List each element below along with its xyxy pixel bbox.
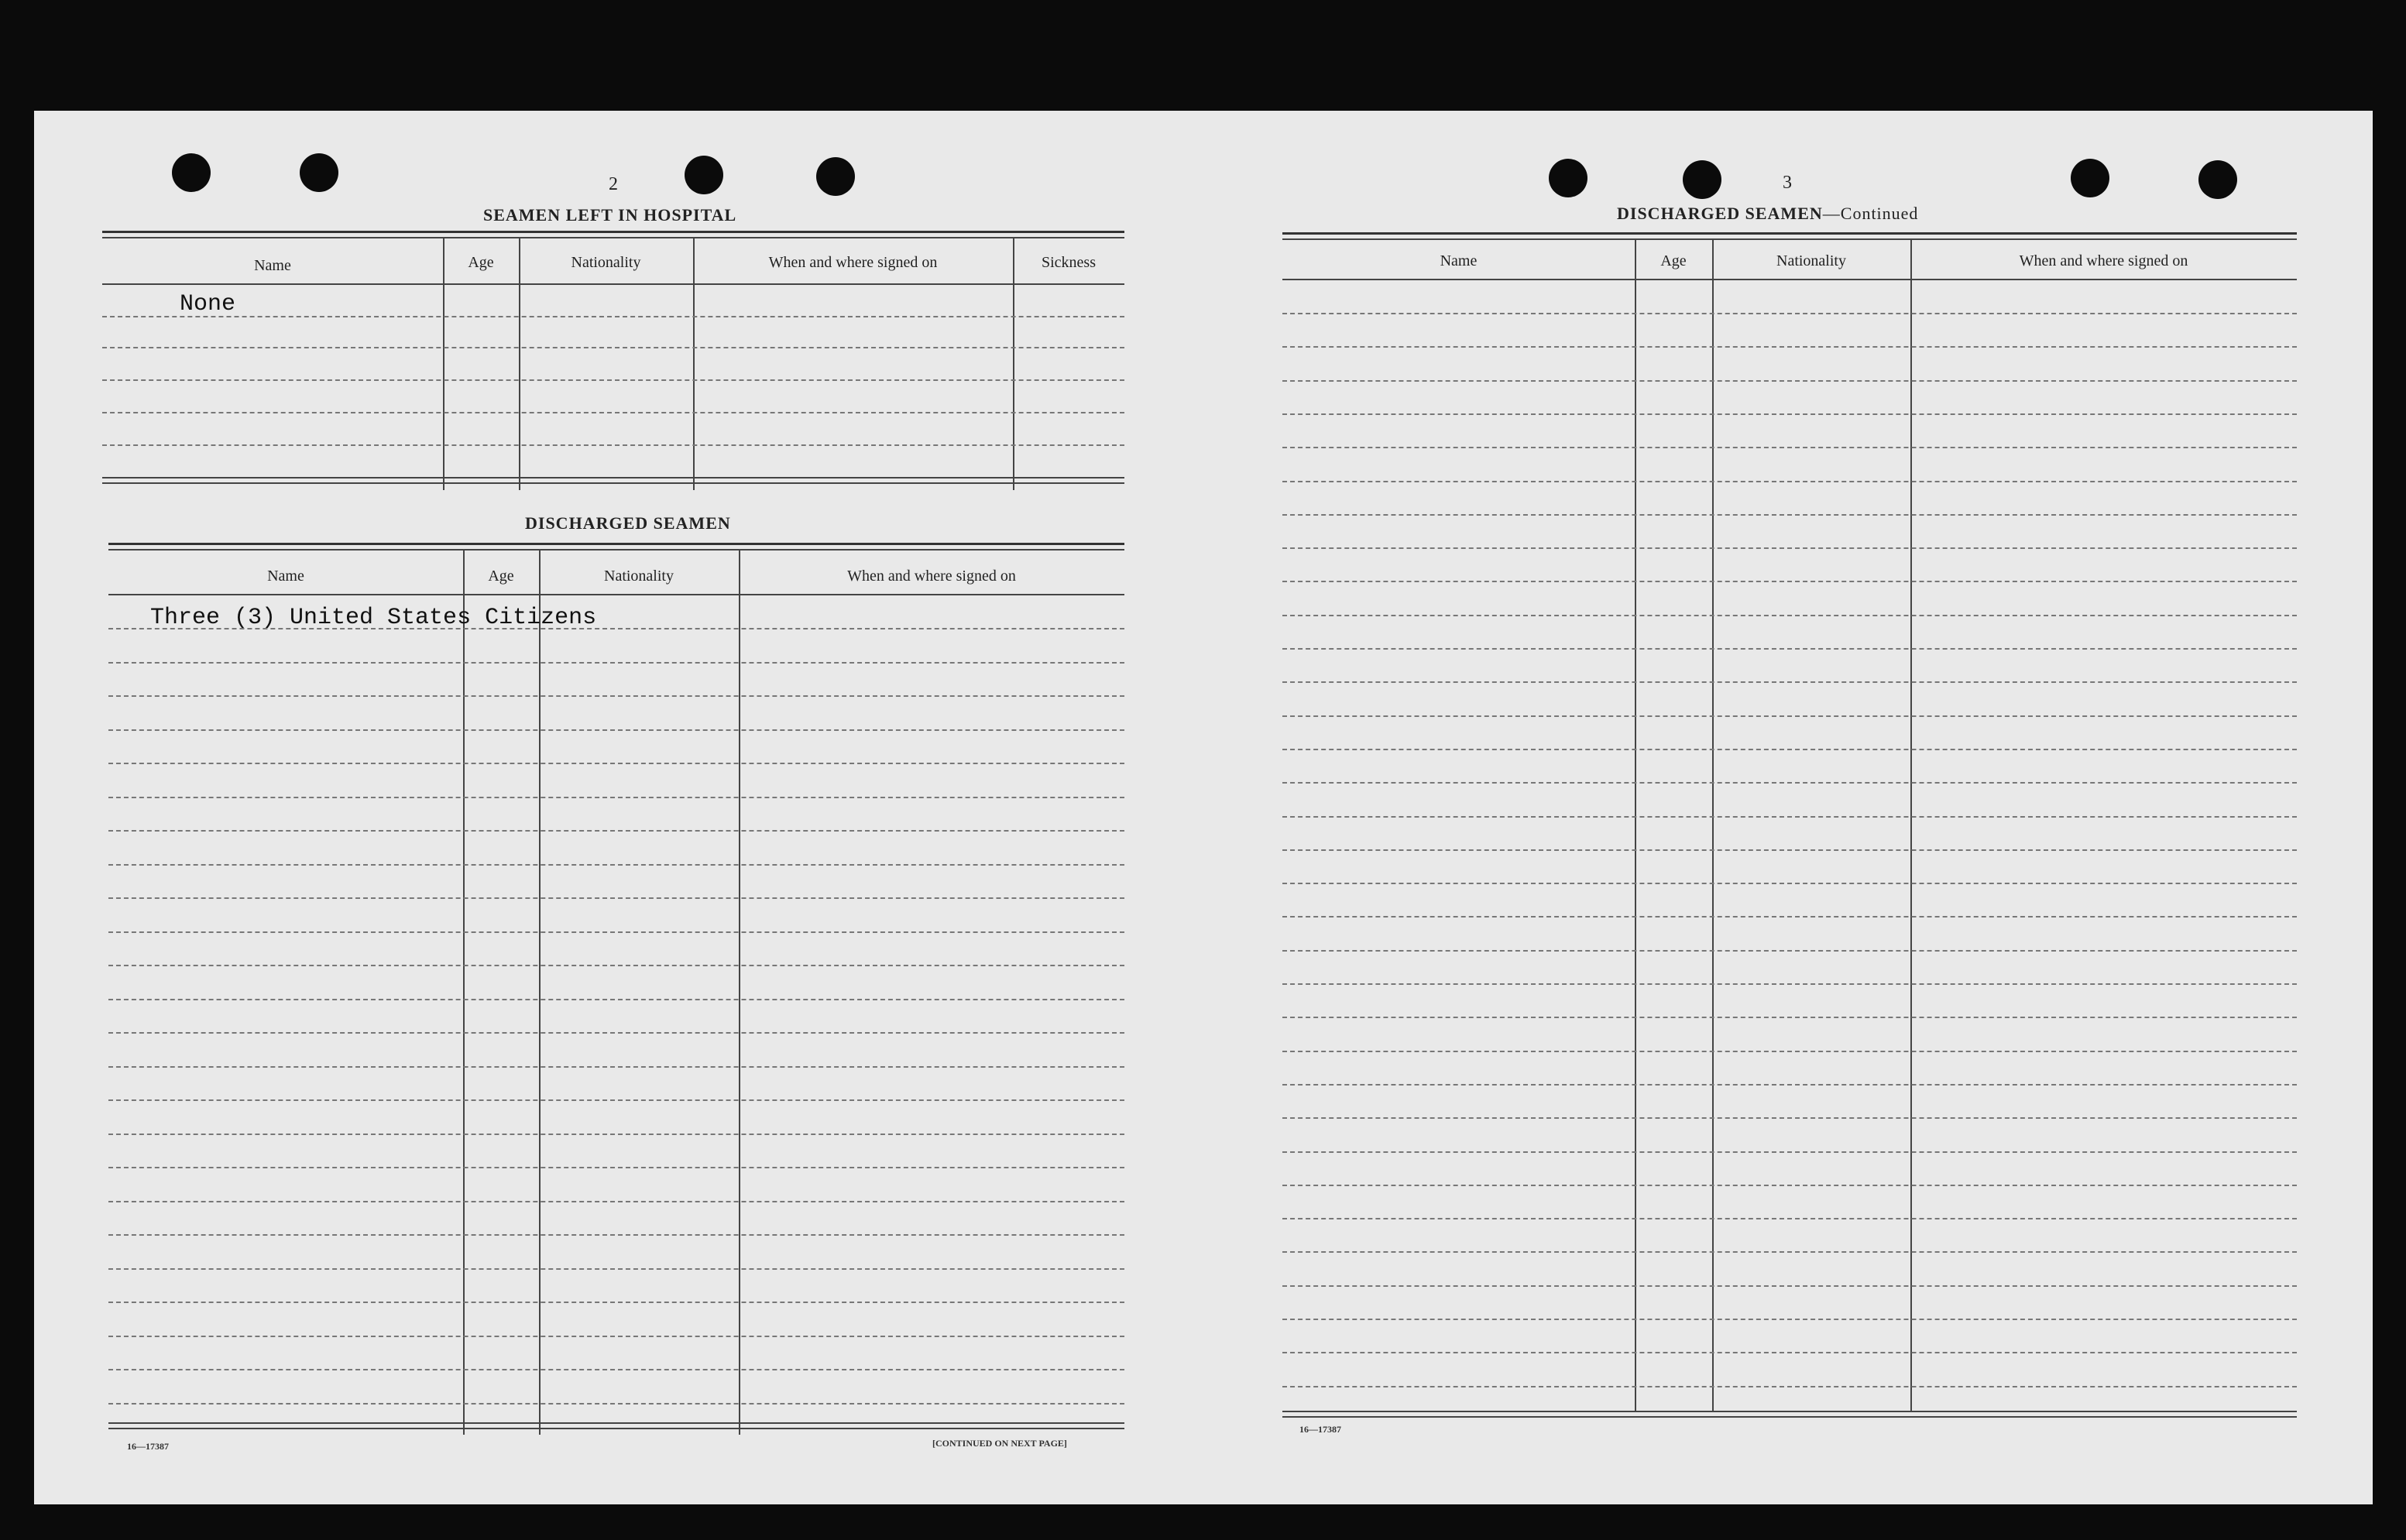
column-header-signed-on: When and where signed on: [2019, 252, 2188, 269]
ruled-line: [108, 763, 1124, 764]
ruled-line: [108, 1403, 1124, 1405]
ruled-line: [1282, 1185, 2297, 1186]
ruled-line: [1282, 1352, 2297, 1353]
ruled-line: [1282, 681, 2297, 683]
ruled-line: [108, 1134, 1124, 1135]
document-sheet: [34, 111, 2373, 1504]
ruled-line: [1282, 481, 2297, 482]
discharged-table: [108, 543, 1124, 1435]
ruled-line: [108, 1167, 1124, 1168]
ruled-line: [108, 1369, 1124, 1370]
ruled-line: [1282, 715, 2297, 717]
punch-hole: [2198, 160, 2237, 199]
continued-note: [CONTINUED ON NEXT PAGE]: [932, 1438, 1067, 1449]
ruled-line: [108, 1032, 1124, 1034]
column-header-age: Age: [468, 254, 494, 271]
column-header-sickness: Sickness: [1042, 254, 1096, 271]
column-header-nationality: Nationality: [604, 568, 674, 585]
ruled-line: [1282, 447, 2297, 448]
ruled-line: [1282, 1051, 2297, 1052]
ruled-line: [1282, 346, 2297, 348]
ruled-line: [1282, 983, 2297, 985]
column-header-signed-on: When and where signed on: [768, 254, 938, 271]
ruled-line: [1282, 514, 2297, 516]
ruled-line: [1282, 883, 2297, 884]
punch-hole: [685, 156, 723, 194]
form-number: 16—17387: [1299, 1424, 1341, 1435]
ruled-line: [1282, 547, 2297, 549]
page-number: 3: [1783, 173, 1792, 193]
title-main: DISCHARGED SEAMEN: [1617, 204, 1823, 223]
ruled-line: [1282, 950, 2297, 952]
ruled-line: [108, 1268, 1124, 1270]
punch-hole: [816, 157, 855, 196]
ruled-line: [108, 1336, 1124, 1337]
ruled-line: [1282, 1017, 2297, 1018]
ruled-line: [1282, 1218, 2297, 1219]
ruled-line: [108, 999, 1124, 1000]
ruled-line: [108, 1201, 1124, 1202]
ruled-line: [1282, 916, 2297, 917]
ruled-line: [1282, 749, 2297, 750]
ruled-line: [1282, 1151, 2297, 1153]
ruled-line: [108, 965, 1124, 966]
ruled-line: [1282, 1386, 2297, 1387]
ruled-line: [1282, 581, 2297, 582]
ruled-line: [1282, 380, 2297, 382]
ruled-line: [108, 797, 1124, 798]
ruled-line: [1282, 413, 2297, 415]
column-header-name: Name: [1440, 252, 1478, 269]
column-header-nationality: Nationality: [1776, 252, 1846, 269]
discharged-continued-table: [1282, 232, 2297, 1421]
ruled-line: [1282, 615, 2297, 616]
ruled-line: [108, 1099, 1124, 1101]
ruled-line: [108, 729, 1124, 731]
ruled-line: [1282, 1285, 2297, 1287]
hospital-table: [102, 231, 1124, 490]
hospital-section-title: SEAMEN LEFT IN HOSPITAL: [483, 205, 737, 225]
ruled-line: [1282, 1084, 2297, 1086]
ruled-line: [108, 695, 1124, 697]
column-header-name: Name: [254, 257, 291, 274]
punch-hole: [300, 153, 338, 192]
form-number: 16—17387: [127, 1441, 169, 1452]
ruled-line: [108, 830, 1124, 832]
ruled-line: [108, 897, 1124, 899]
ruled-line: [108, 1302, 1124, 1303]
column-header-age: Age: [488, 568, 514, 585]
ruled-line: [1282, 648, 2297, 650]
ruled-line: [1282, 816, 2297, 818]
column-header-nationality: Nationality: [571, 254, 641, 271]
page-number: 2: [609, 174, 618, 194]
punch-hole: [2071, 159, 2109, 197]
ruled-line: [1282, 1319, 2297, 1320]
punch-hole: [172, 153, 211, 192]
punch-hole: [1549, 159, 1587, 197]
ruled-line: [1282, 1251, 2297, 1253]
column-header-age: Age: [1660, 252, 1687, 269]
ruled-line: [108, 864, 1124, 866]
ruled-line: [108, 931, 1124, 933]
ruled-line: [108, 628, 1124, 629]
ruled-line: [1282, 313, 2297, 314]
discharged-section-title: DISCHARGED SEAMEN: [525, 513, 731, 533]
ruled-line: [108, 1234, 1124, 1236]
ruled-line: [108, 1066, 1124, 1068]
punch-hole: [1683, 160, 1721, 199]
column-header-signed-on: When and where signed on: [847, 568, 1016, 585]
ruled-line: [108, 662, 1124, 664]
discharged-continued-title: [1617, 204, 1918, 224]
ruled-line: [1282, 849, 2297, 851]
ruled-line: [1282, 1117, 2297, 1119]
ruled-line: [1282, 782, 2297, 784]
discharged-entry: Three (3) United States Citizens: [150, 605, 597, 631]
column-header-name: Name: [267, 568, 304, 585]
hospital-entry: None: [180, 291, 236, 317]
title-continued: —Continued: [1822, 204, 1919, 223]
